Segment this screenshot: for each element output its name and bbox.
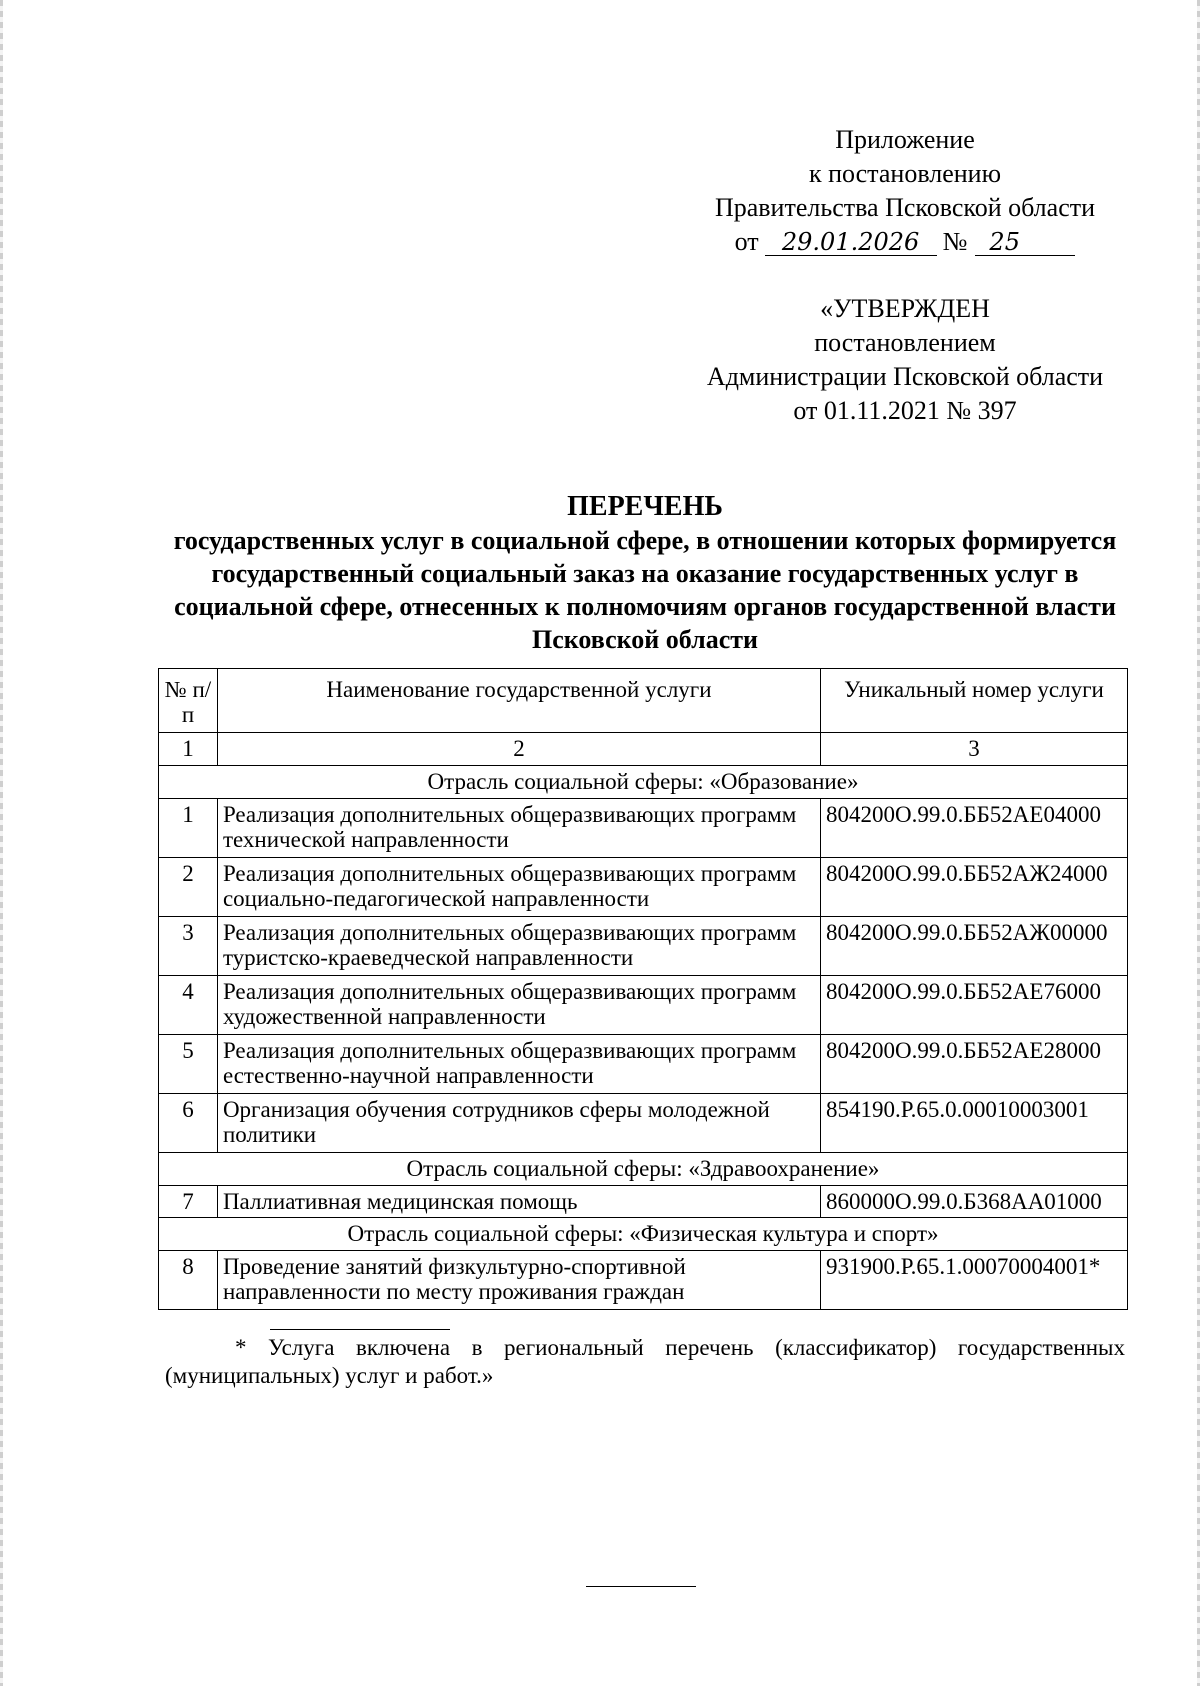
column-number: 2 <box>217 733 820 766</box>
services-table <box>158 668 1128 1310</box>
scan-edge-left <box>0 0 3 1686</box>
sector-row-health <box>159 1153 1128 1186</box>
service-name: Проведение занятий физкультурно-спортивной направленности по месту проживания граждан <box>217 1251 820 1310</box>
header-num: № п/п <box>159 669 218 733</box>
approved-block <box>680 292 1130 428</box>
row-number: 4 <box>159 976 218 1035</box>
service-code: 931900.Р.65.1.00070004001* <box>821 1251 1128 1310</box>
table-row <box>159 1186 1128 1218</box>
header-code: Уникальный номер услуги <box>821 669 1128 733</box>
end-rule <box>586 1586 696 1587</box>
appendix-line-2: к постановлению <box>808 159 1002 188</box>
service-code: 804200О.99.0.ББ52АЖ24000 <box>821 858 1128 917</box>
column-number: 3 <box>821 733 1128 766</box>
handwritten-number: 25 <box>975 229 1075 256</box>
decree-date-line <box>690 225 1120 259</box>
approved-line-1: «УТВЕРЖДЕН <box>820 294 990 323</box>
table-header-row <box>159 669 1128 733</box>
table-row <box>159 1251 1128 1310</box>
service-name: Реализация дополнительных общеразвивающих программ технической направленности <box>217 799 820 858</box>
sector-row-sport <box>159 1218 1128 1251</box>
approved-line-4: от 01.11.2021 № 397 <box>793 396 1017 425</box>
appendix-line-1: Приложение <box>835 125 975 154</box>
approved-line-3: Администрации Псковской области <box>706 362 1104 391</box>
service-name: Паллиативная медицинская помощь <box>217 1186 820 1218</box>
column-number: 1 <box>159 733 218 766</box>
table-row <box>159 858 1128 917</box>
row-number: 7 <box>159 1186 218 1218</box>
table-row <box>159 799 1128 858</box>
service-code: 854190.Р.65.0.00010003001 <box>821 1094 1128 1153</box>
sector-row-education <box>159 766 1128 799</box>
service-name: Реализация дополнительных общеразвивающих программ туристско-краеведческой направленности <box>217 917 820 976</box>
service-code: 804200О.99.0.ББ52АЕ76000 <box>821 976 1128 1035</box>
date-prefix: от <box>734 227 759 256</box>
row-number: 8 <box>159 1251 218 1310</box>
document-heading <box>160 490 1130 656</box>
sector-label: Отрасль социальной сферы: «Здравоохранение» <box>159 1153 1128 1186</box>
handwritten-date: 29.01.2026 <box>765 229 937 256</box>
table-row <box>159 976 1128 1035</box>
table-row <box>159 917 1128 976</box>
service-code: 804200О.99.0.ББ52АЖ00000 <box>821 917 1128 976</box>
service-name: Реализация дополнительных общеразвивающих программ художественной направленности <box>217 976 820 1035</box>
service-name: Организация обучения сотрудников сферы молодежной политики <box>217 1094 820 1153</box>
row-number: 3 <box>159 917 218 976</box>
service-name: Реализация дополнительных общеразвивающих программ социально-педагогической направленности <box>217 858 820 917</box>
document-title: ПЕРЕЧЕНЬ <box>567 491 723 522</box>
row-number: 6 <box>159 1094 218 1153</box>
footnote: * Услуга включена в региональный перечень (классификатор) государственных (муниципальных) услуг и работ.» <box>165 1335 1125 1388</box>
appendix-block <box>690 123 1120 259</box>
row-number: 2 <box>159 858 218 917</box>
service-code: 860000О.99.0.Б368АА01000 <box>821 1186 1128 1218</box>
sector-label: Отрасль социальной сферы: «Образование» <box>159 766 1128 799</box>
footnote-rule <box>270 1329 450 1330</box>
row-number: 1 <box>159 799 218 858</box>
service-code: 804200О.99.0.ББ52АЕ28000 <box>821 1035 1128 1094</box>
table-row <box>159 1035 1128 1094</box>
appendix-line-3: Правительства Псковской области <box>714 193 1096 222</box>
number-sign: № <box>942 227 968 256</box>
approved-line-2: постановлением <box>814 328 996 357</box>
header-name: Наименование государственной услуги <box>217 669 820 733</box>
sector-label: Отрасль социальной сферы: «Физическая культура и спорт» <box>159 1218 1128 1251</box>
table-row <box>159 1094 1128 1153</box>
column-number-row <box>159 733 1128 766</box>
service-code: 804200О.99.0.ББ52АЕ04000 <box>821 799 1128 858</box>
service-name: Реализация дополнительных общеразвивающих программ естественно-научной направленности <box>217 1035 820 1094</box>
document-subtitle: государственных услуг в социальной сфере, в отношении которых формируется государственный социальный заказ на оказание государственных услуг в социальной сфере, отнесенных к полномочиям органов государственной власти Псковской области <box>173 526 1117 654</box>
row-number: 5 <box>159 1035 218 1094</box>
